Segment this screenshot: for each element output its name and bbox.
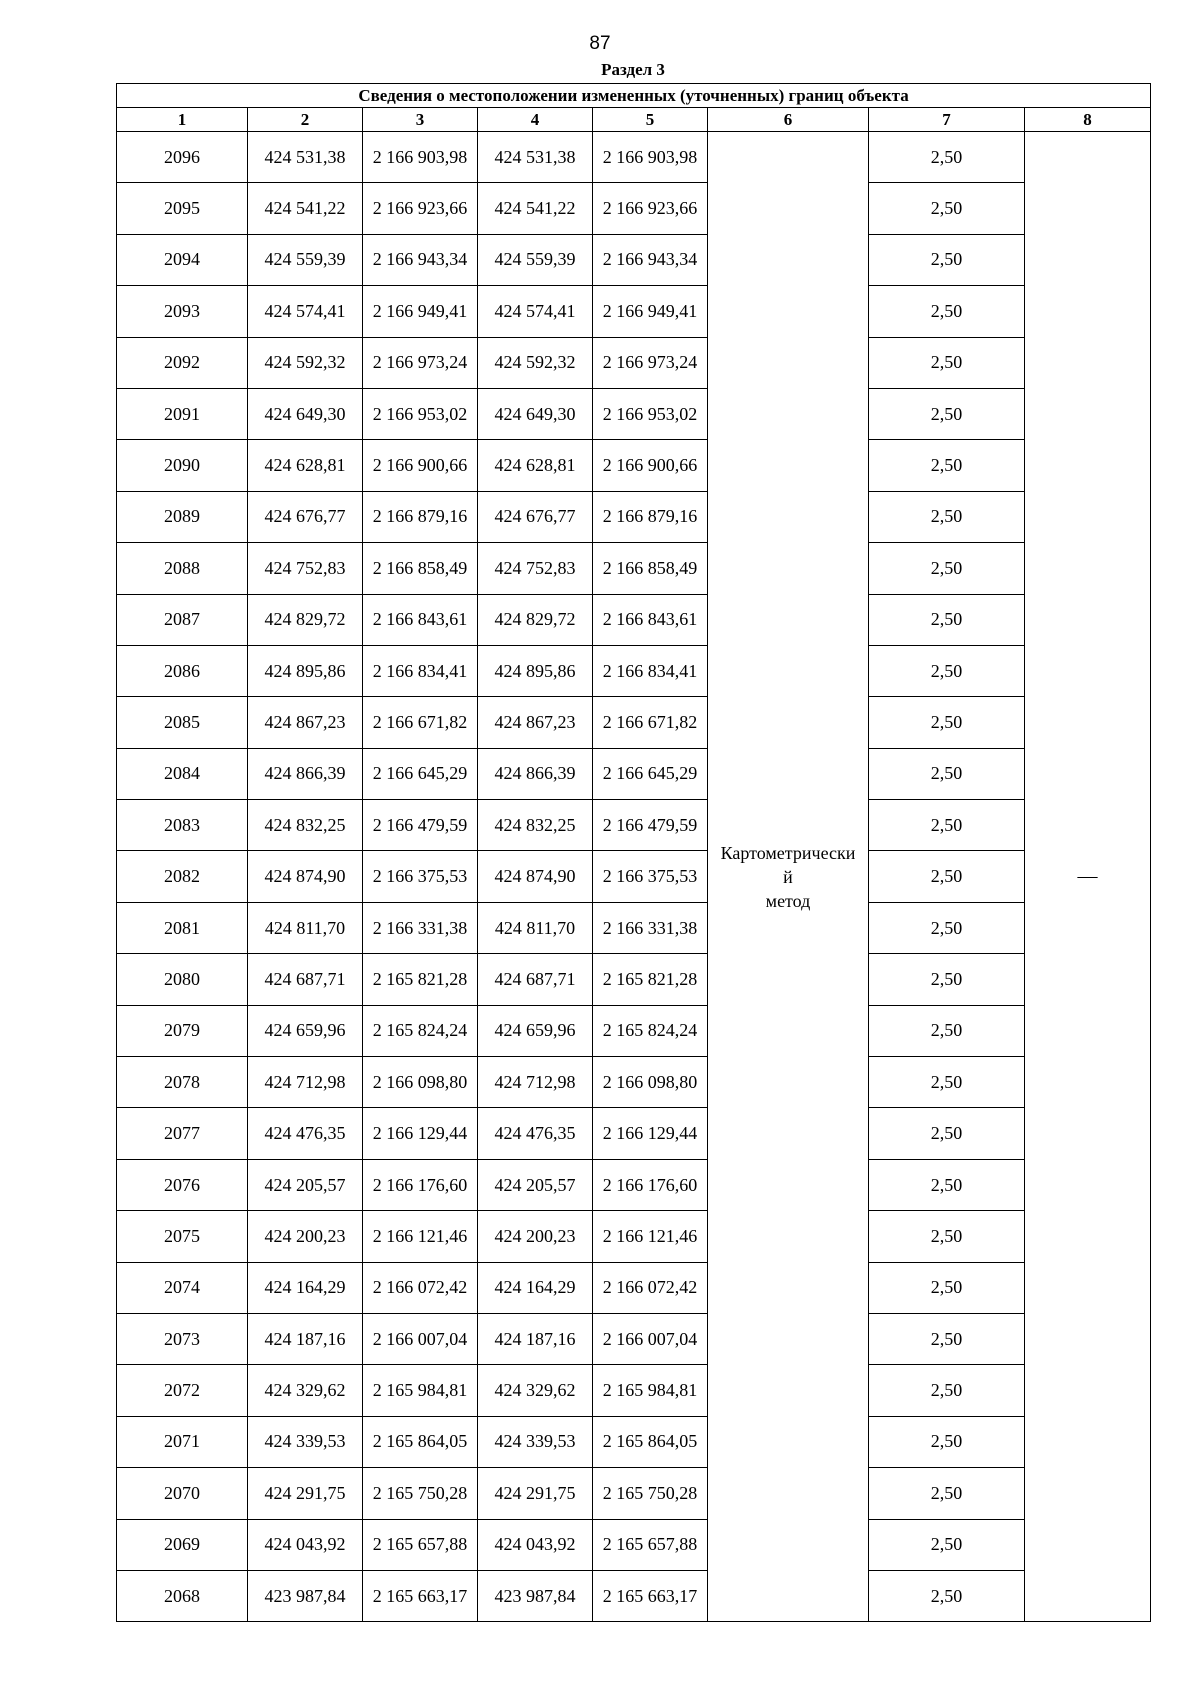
existing-x-cell: 424 712,98 (248, 1057, 363, 1108)
new-y-cell: 2 166 879,16 (593, 491, 708, 542)
existing-x-cell: 424 200,23 (248, 1211, 363, 1262)
accuracy-cell: 2,50 (869, 800, 1025, 851)
existing-y-cell: 2 166 843,61 (363, 594, 478, 645)
column-number: 6 (708, 108, 869, 132)
accuracy-cell: 2,50 (869, 388, 1025, 439)
existing-x-cell: 424 649,30 (248, 388, 363, 439)
new-y-cell: 2 166 129,44 (593, 1108, 708, 1159)
point-number-cell: 2082 (117, 851, 248, 902)
accuracy-cell: 2,50 (869, 1570, 1025, 1621)
point-number-cell: 2069 (117, 1519, 248, 1570)
column-number: 5 (593, 108, 708, 132)
accuracy-cell: 2,50 (869, 286, 1025, 337)
point-number-cell: 2085 (117, 697, 248, 748)
point-number-cell: 2076 (117, 1159, 248, 1210)
point-number-cell: 2074 (117, 1262, 248, 1313)
point-number-cell: 2075 (117, 1211, 248, 1262)
existing-y-cell: 2 166 479,59 (363, 800, 478, 851)
table-row (117, 1262, 1151, 1313)
existing-y-cell: 2 166 858,49 (363, 543, 478, 594)
accuracy-cell: 2,50 (869, 851, 1025, 902)
existing-y-cell: 2 165 750,28 (363, 1468, 478, 1519)
new-y-cell: 2 166 007,04 (593, 1313, 708, 1364)
table-row (117, 543, 1151, 594)
new-x-cell: 424 476,35 (478, 1108, 593, 1159)
point-number-cell: 2068 (117, 1570, 248, 1621)
accuracy-cell: 2,50 (869, 543, 1025, 594)
new-y-cell: 2 166 900,66 (593, 440, 708, 491)
accuracy-cell: 2,50 (869, 1416, 1025, 1467)
existing-y-cell: 2 166 098,80 (363, 1057, 478, 1108)
new-x-cell: 424 200,23 (478, 1211, 593, 1262)
accuracy-cell: 2,50 (869, 1057, 1025, 1108)
existing-x-cell: 424 867,23 (248, 697, 363, 748)
accuracy-cell: 2,50 (869, 491, 1025, 542)
new-y-cell: 2 166 858,49 (593, 543, 708, 594)
method-text-line: метод (765, 890, 811, 911)
new-x-cell: 423 987,84 (478, 1570, 593, 1621)
accuracy-cell: 2,50 (869, 1211, 1025, 1262)
existing-x-cell: 424 329,62 (248, 1365, 363, 1416)
table-row (117, 851, 1151, 902)
existing-x-cell: 424 866,39 (248, 748, 363, 799)
table-row (117, 286, 1151, 337)
new-x-cell: 424 541,22 (478, 183, 593, 234)
new-y-cell: 2 165 821,28 (593, 954, 708, 1005)
table-row (117, 132, 1151, 183)
new-y-cell: 2 166 834,41 (593, 645, 708, 696)
new-x-cell: 424 712,98 (478, 1057, 593, 1108)
section-title: Раздел 3 (601, 60, 665, 79)
existing-y-cell: 2 166 949,41 (363, 286, 478, 337)
existing-x-cell: 424 676,77 (248, 491, 363, 542)
existing-y-cell: 2 166 176,60 (363, 1159, 478, 1210)
existing-y-cell: 2 166 879,16 (363, 491, 478, 542)
point-number-cell: 2083 (117, 800, 248, 851)
new-x-cell: 424 829,72 (478, 594, 593, 645)
point-number-cell: 2070 (117, 1468, 248, 1519)
point-number-cell: 2080 (117, 954, 248, 1005)
new-x-cell: 424 811,70 (478, 902, 593, 953)
accuracy-cell: 2,50 (869, 440, 1025, 491)
existing-x-cell: 424 043,92 (248, 1519, 363, 1570)
point-number-cell: 2087 (117, 594, 248, 645)
new-y-cell: 2 166 953,02 (593, 388, 708, 439)
existing-y-cell: 2 166 834,41 (363, 645, 478, 696)
point-number-cell: 2088 (117, 543, 248, 594)
existing-x-cell: 424 687,71 (248, 954, 363, 1005)
new-y-cell: 2 165 864,05 (593, 1416, 708, 1467)
column-number-row (117, 108, 1151, 132)
existing-y-cell: 2 165 864,05 (363, 1416, 478, 1467)
table-row (117, 800, 1151, 851)
new-y-cell: 2 166 671,82 (593, 697, 708, 748)
existing-y-cell: 2 166 900,66 (363, 440, 478, 491)
column-number: 1 (117, 108, 248, 132)
table-row (117, 1365, 1151, 1416)
existing-x-cell: 424 874,90 (248, 851, 363, 902)
point-number-cell: 2078 (117, 1057, 248, 1108)
table-caption-row (117, 84, 1151, 108)
new-y-cell: 2 166 943,34 (593, 234, 708, 285)
accuracy-cell: 2,50 (869, 1005, 1025, 1056)
existing-x-cell: 424 752,83 (248, 543, 363, 594)
accuracy-cell: 2,50 (869, 183, 1025, 234)
new-x-cell: 424 043,92 (478, 1519, 593, 1570)
remark-cell: — (1025, 132, 1151, 1622)
existing-x-cell: 424 531,38 (248, 132, 363, 183)
new-x-cell: 424 874,90 (478, 851, 593, 902)
method-cell (708, 132, 869, 1622)
existing-x-cell: 423 987,84 (248, 1570, 363, 1621)
existing-x-cell: 424 592,32 (248, 337, 363, 388)
new-x-cell: 424 164,29 (478, 1262, 593, 1313)
table-row (117, 1057, 1151, 1108)
point-number-cell: 2093 (117, 286, 248, 337)
existing-x-cell: 424 291,75 (248, 1468, 363, 1519)
accuracy-cell: 2,50 (869, 132, 1025, 183)
column-number: 3 (363, 108, 478, 132)
existing-y-cell: 2 165 657,88 (363, 1519, 478, 1570)
point-number-cell: 2084 (117, 748, 248, 799)
column-number: 7 (869, 108, 1025, 132)
new-y-cell: 2 166 072,42 (593, 1262, 708, 1313)
new-y-cell: 2 165 750,28 (593, 1468, 708, 1519)
existing-x-cell: 424 559,39 (248, 234, 363, 285)
accuracy-cell: 2,50 (869, 902, 1025, 953)
table-row (117, 748, 1151, 799)
existing-y-cell: 2 166 072,42 (363, 1262, 478, 1313)
accuracy-cell: 2,50 (869, 1468, 1025, 1519)
table-row (117, 697, 1151, 748)
new-x-cell: 424 895,86 (478, 645, 593, 696)
existing-y-cell: 2 166 645,29 (363, 748, 478, 799)
method-text-line: й (783, 866, 793, 887)
accuracy-cell: 2,50 (869, 337, 1025, 388)
method-text-line: Картометрически (720, 842, 856, 863)
new-y-cell: 2 166 375,53 (593, 851, 708, 902)
new-x-cell: 424 329,62 (478, 1365, 593, 1416)
accuracy-cell: 2,50 (869, 1159, 1025, 1210)
column-number: 4 (478, 108, 593, 132)
new-y-cell: 2 166 923,66 (593, 183, 708, 234)
existing-y-cell: 2 165 821,28 (363, 954, 478, 1005)
accuracy-cell: 2,50 (869, 234, 1025, 285)
point-number-cell: 2072 (117, 1365, 248, 1416)
existing-x-cell: 424 832,25 (248, 800, 363, 851)
page-number: 87 (589, 33, 611, 54)
new-x-cell: 424 205,57 (478, 1159, 593, 1210)
new-y-cell: 2 166 331,38 (593, 902, 708, 953)
table-row (117, 1570, 1151, 1621)
boundary-coordinates-table (116, 83, 1151, 1622)
existing-y-cell: 2 165 984,81 (363, 1365, 478, 1416)
new-x-cell: 424 187,16 (478, 1313, 593, 1364)
new-x-cell: 424 676,77 (478, 491, 593, 542)
existing-x-cell: 424 205,57 (248, 1159, 363, 1210)
existing-x-cell: 424 164,29 (248, 1262, 363, 1313)
new-x-cell: 424 339,53 (478, 1416, 593, 1467)
existing-y-cell: 2 165 663,17 (363, 1570, 478, 1621)
existing-y-cell: 2 166 953,02 (363, 388, 478, 439)
new-x-cell: 424 574,41 (478, 286, 593, 337)
accuracy-cell: 2,50 (869, 697, 1025, 748)
new-y-cell: 2 165 824,24 (593, 1005, 708, 1056)
point-number-cell: 2096 (117, 132, 248, 183)
accuracy-cell: 2,50 (869, 1108, 1025, 1159)
point-number-cell: 2089 (117, 491, 248, 542)
existing-y-cell: 2 166 671,82 (363, 697, 478, 748)
point-number-cell: 2073 (117, 1313, 248, 1364)
existing-y-cell: 2 166 903,98 (363, 132, 478, 183)
existing-y-cell: 2 166 129,44 (363, 1108, 478, 1159)
new-y-cell: 2 165 657,88 (593, 1519, 708, 1570)
point-number-cell: 2094 (117, 234, 248, 285)
point-number-cell: 2071 (117, 1416, 248, 1467)
existing-x-cell: 424 659,96 (248, 1005, 363, 1056)
accuracy-cell: 2,50 (869, 1365, 1025, 1416)
table-row (117, 954, 1151, 1005)
new-x-cell: 424 867,23 (478, 697, 593, 748)
table-row (117, 1211, 1151, 1262)
table-row (117, 183, 1151, 234)
accuracy-cell: 2,50 (869, 1262, 1025, 1313)
accuracy-cell: 2,50 (869, 1519, 1025, 1570)
point-number-cell: 2091 (117, 388, 248, 439)
new-y-cell: 2 166 843,61 (593, 594, 708, 645)
existing-y-cell: 2 166 121,46 (363, 1211, 478, 1262)
accuracy-cell: 2,50 (869, 1313, 1025, 1364)
new-y-cell: 2 166 098,80 (593, 1057, 708, 1108)
new-y-cell: 2 166 121,46 (593, 1211, 708, 1262)
point-number-cell: 2077 (117, 1108, 248, 1159)
table-row (117, 337, 1151, 388)
existing-y-cell: 2 166 375,53 (363, 851, 478, 902)
existing-x-cell: 424 628,81 (248, 440, 363, 491)
new-x-cell: 424 559,39 (478, 234, 593, 285)
table-row (117, 491, 1151, 542)
new-x-cell: 424 752,83 (478, 543, 593, 594)
new-y-cell: 2 165 984,81 (593, 1365, 708, 1416)
existing-x-cell: 424 574,41 (248, 286, 363, 337)
table-row (117, 1313, 1151, 1364)
existing-x-cell: 424 339,53 (248, 1416, 363, 1467)
new-y-cell: 2 166 176,60 (593, 1159, 708, 1210)
table-row (117, 1468, 1151, 1519)
point-number-cell: 2081 (117, 902, 248, 953)
new-y-cell: 2 166 973,24 (593, 337, 708, 388)
new-y-cell: 2 166 903,98 (593, 132, 708, 183)
point-number-cell: 2079 (117, 1005, 248, 1056)
table-row (117, 1108, 1151, 1159)
existing-x-cell: 424 187,16 (248, 1313, 363, 1364)
point-number-cell: 2092 (117, 337, 248, 388)
new-y-cell: 2 166 645,29 (593, 748, 708, 799)
new-x-cell: 424 687,71 (478, 954, 593, 1005)
existing-y-cell: 2 166 331,38 (363, 902, 478, 953)
table-caption: Сведения о местоположении измененных (уточненных) границ объекта (117, 84, 1151, 108)
point-number-cell: 2086 (117, 645, 248, 696)
new-x-cell: 424 649,30 (478, 388, 593, 439)
accuracy-cell: 2,50 (869, 748, 1025, 799)
column-number: 2 (248, 108, 363, 132)
column-number: 8 (1025, 108, 1151, 132)
existing-x-cell: 424 895,86 (248, 645, 363, 696)
new-y-cell: 2 166 479,59 (593, 800, 708, 851)
table-row (117, 1519, 1151, 1570)
existing-x-cell: 424 829,72 (248, 594, 363, 645)
existing-y-cell: 2 165 824,24 (363, 1005, 478, 1056)
existing-y-cell: 2 166 973,24 (363, 337, 478, 388)
point-number-cell: 2095 (117, 183, 248, 234)
new-y-cell: 2 166 949,41 (593, 286, 708, 337)
new-x-cell: 424 866,39 (478, 748, 593, 799)
table-row (117, 645, 1151, 696)
table-row (117, 388, 1151, 439)
table-row (117, 1005, 1151, 1056)
existing-x-cell: 424 476,35 (248, 1108, 363, 1159)
new-x-cell: 424 832,25 (478, 800, 593, 851)
table-row (117, 234, 1151, 285)
accuracy-cell: 2,50 (869, 645, 1025, 696)
new-x-cell: 424 659,96 (478, 1005, 593, 1056)
new-x-cell: 424 531,38 (478, 132, 593, 183)
existing-y-cell: 2 166 923,66 (363, 183, 478, 234)
new-y-cell: 2 165 663,17 (593, 1570, 708, 1621)
existing-y-cell: 2 166 943,34 (363, 234, 478, 285)
accuracy-cell: 2,50 (869, 594, 1025, 645)
table-row (117, 1159, 1151, 1210)
table-row (117, 1416, 1151, 1467)
table-row (117, 594, 1151, 645)
existing-x-cell: 424 541,22 (248, 183, 363, 234)
accuracy-cell: 2,50 (869, 954, 1025, 1005)
new-x-cell: 424 592,32 (478, 337, 593, 388)
new-x-cell: 424 628,81 (478, 440, 593, 491)
existing-y-cell: 2 166 007,04 (363, 1313, 478, 1364)
table-row (117, 440, 1151, 491)
point-number-cell: 2090 (117, 440, 248, 491)
table-row (117, 902, 1151, 953)
existing-x-cell: 424 811,70 (248, 902, 363, 953)
new-x-cell: 424 291,75 (478, 1468, 593, 1519)
